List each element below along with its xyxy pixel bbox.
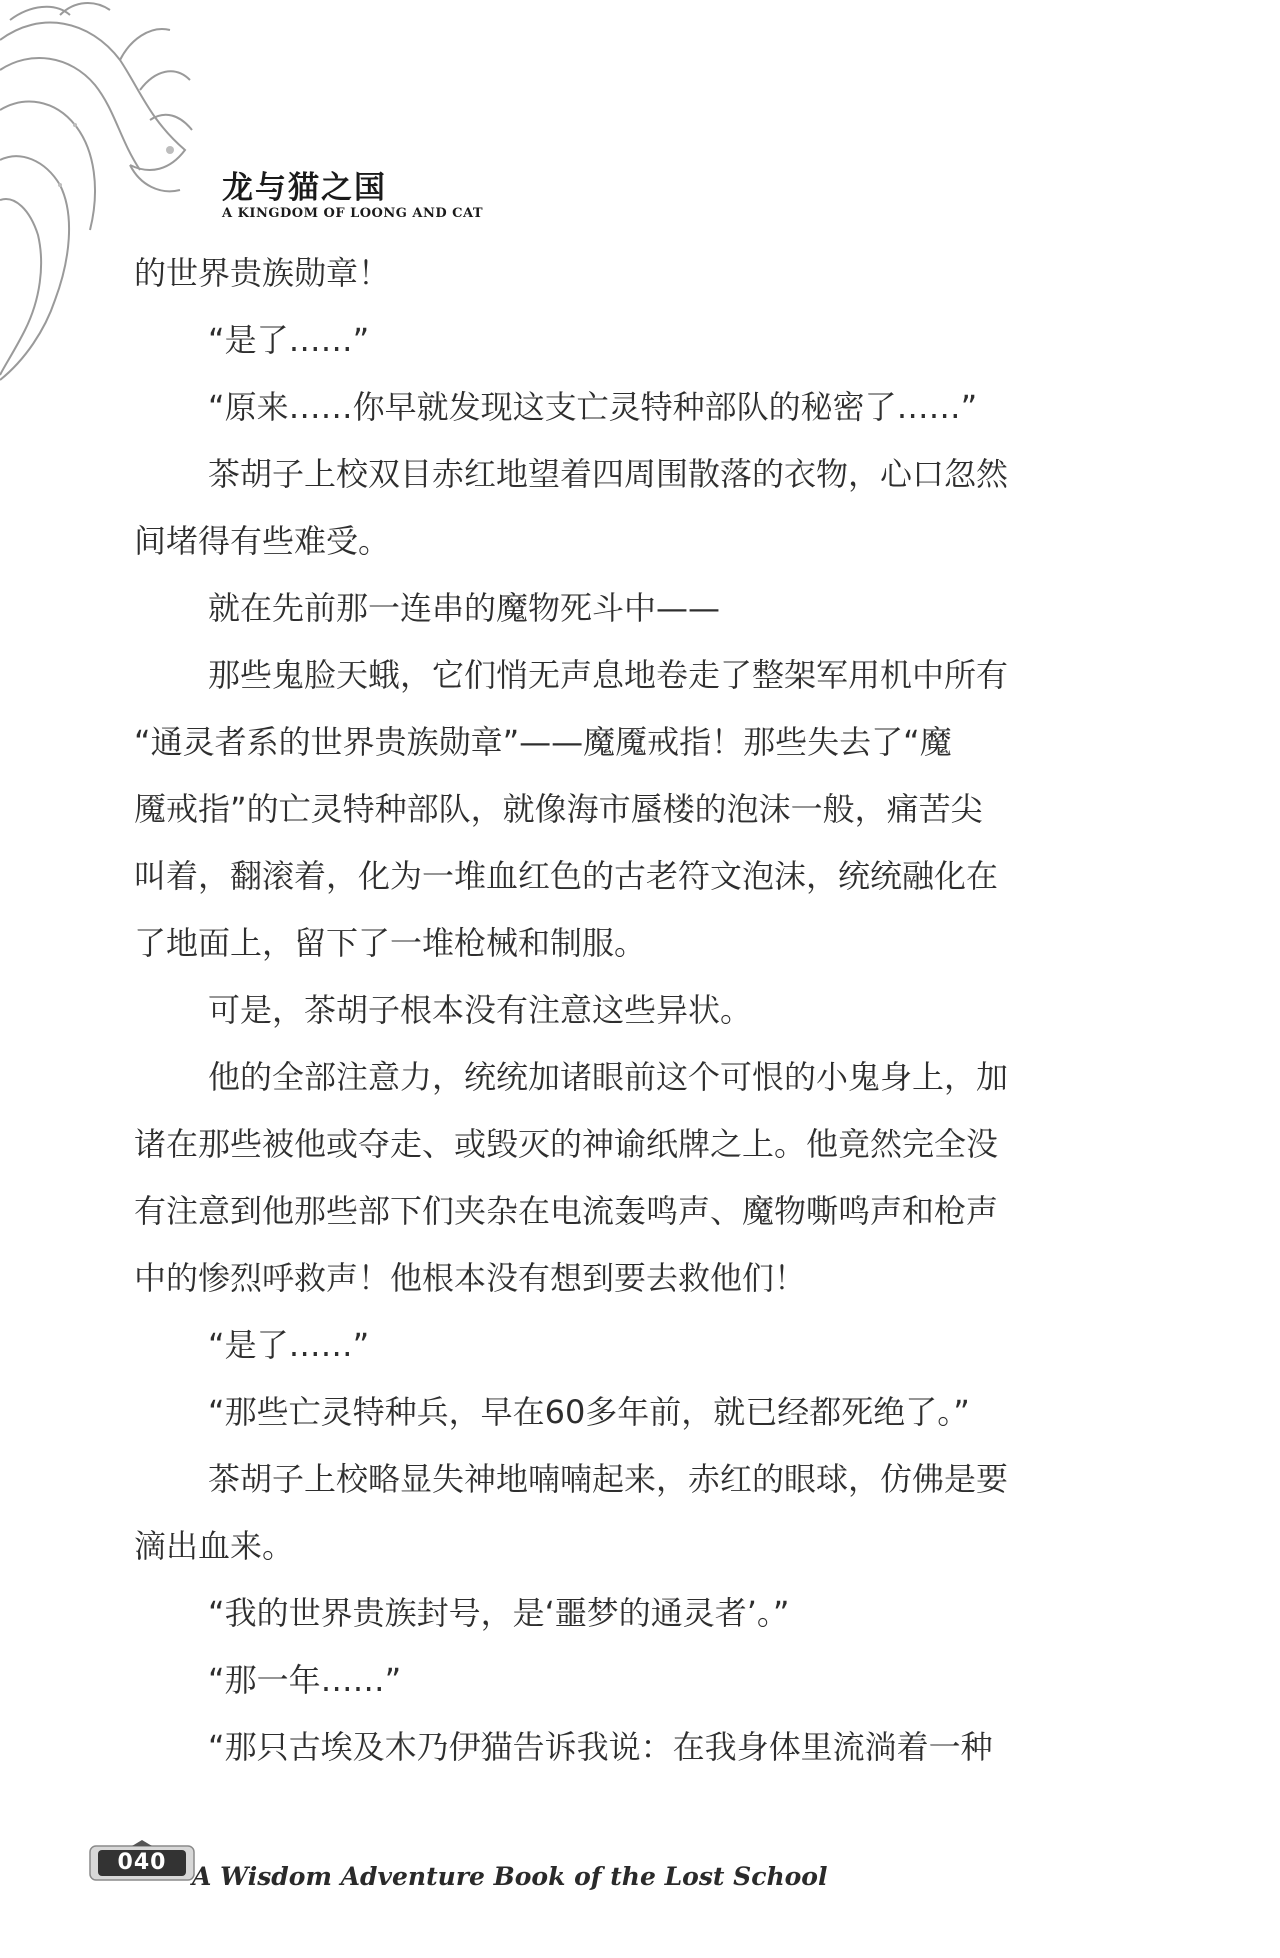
paragraph-line: 的世界贵族勋章！ xyxy=(134,254,391,292)
paragraph-line: 可是，茶胡子根本没有注意这些异状。 xyxy=(208,991,753,1029)
paragraph-line: 那些鬼脸天蛾，它们悄无声息地卷走了整架军用机中所有 xyxy=(208,656,1009,694)
paragraph-line: 间堵得有些难受。 xyxy=(134,522,391,560)
book-title-header: 龙与猫之国 xyxy=(222,170,387,206)
paragraph-line: 茶胡子上校略显失神地喃喃起来，赤红的眼球，仿佛是要 xyxy=(208,1460,1009,1498)
paragraph-line: 茶胡子上校双目赤红地望着四周围散落的衣物，心口忽然 xyxy=(208,455,1009,493)
paragraph-line: “我的世界贵族封号，是‘噩梦的通灵者’。” xyxy=(208,1594,790,1632)
paragraph-line: 中的惨烈呼救声！他根本没有想到要去救他们！ xyxy=(134,1259,807,1297)
page-footer xyxy=(82,1800,828,1920)
paragraph-line: 魇戒指”的亡灵特种部队，就像海市蜃楼的泡沫一般，痛苦尖 xyxy=(134,790,983,828)
paragraph-line: “那只古埃及木乃伊猫告诉我说：在我身体里流淌着一种 xyxy=(208,1728,993,1766)
paragraph-line: 叫着，翻滚着，化为一堆血红色的古老符文泡沫，统统融化在 xyxy=(134,857,999,895)
paragraph-line: 他的全部注意力，统统加诸眼前这个可恨的小鬼身上，加 xyxy=(208,1058,1009,1096)
paragraph-line: “那些亡灵特种兵，早在60多年前，就已经都死绝了。” xyxy=(208,1393,970,1431)
paragraph-line: 有注意到他那些部下们夹杂在电流轰鸣声、魔物嘶鸣声和枪声 xyxy=(134,1192,999,1230)
page-number: 040 xyxy=(117,1850,167,1875)
paragraph-line: 诸在那些被他或夺走、或毁灭的神谕纸牌之上。他竟然完全没 xyxy=(134,1125,999,1163)
footer-book-title: A Wisdom Adventure Book of the Lost School xyxy=(192,1862,828,1891)
paragraph-line: “是了……” xyxy=(208,321,370,359)
paragraph-line: 滴出血来。 xyxy=(134,1527,295,1565)
paragraph-line: 就在先前那一连串的魔物死斗中—— xyxy=(208,589,721,627)
paragraph-line: “是了……” xyxy=(208,1326,370,1364)
book-subtitle-header: A KINGDOM OF LOONG AND CAT xyxy=(222,206,484,221)
paragraph-line: “通灵者系的世界贵族勋章”——魔魇戒指！那些失去了“魔 xyxy=(134,723,952,761)
body-text xyxy=(134,240,1134,1781)
paragraph-line: 了地面上，留下了一堆枪械和制服。 xyxy=(134,924,647,962)
paragraph-line: “原来……你早就发现这支亡灵特种部队的秘密了……” xyxy=(208,388,978,426)
paragraph-line: “那一年……” xyxy=(208,1661,402,1699)
